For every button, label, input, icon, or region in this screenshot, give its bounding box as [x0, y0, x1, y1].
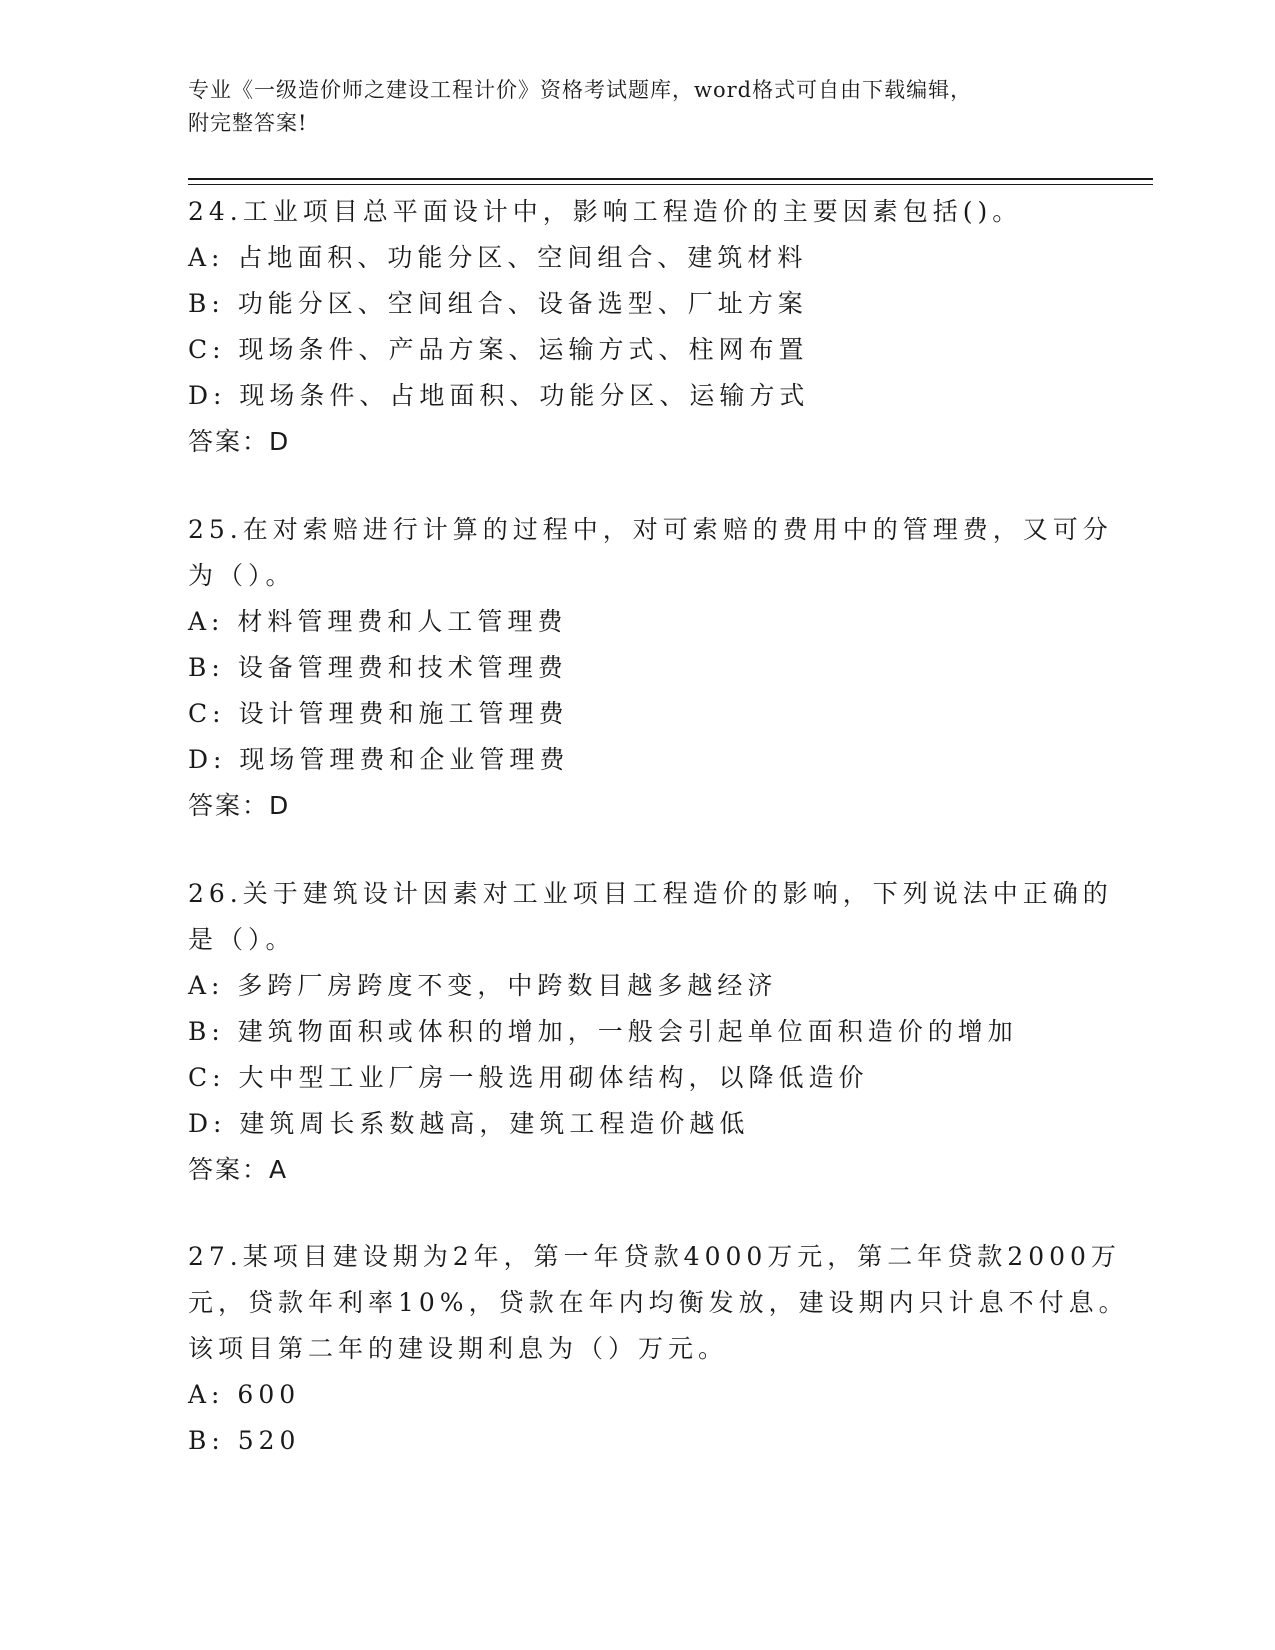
option-c: C: 设计管理费和施工管理费: [188, 699, 569, 728]
option-d: D: 建筑周长系数越高，建筑工程造价越低: [188, 1109, 750, 1138]
option-c: C: 大中型工业厂房一般选用砌体结构，以降低造价: [188, 1063, 869, 1092]
question-stem-line: 24.工业项目总平面设计中，影响工程造价的主要因素包括()。: [188, 197, 1023, 226]
question-26: [188, 871, 1113, 1193]
answer-line: 答案：D: [188, 427, 291, 456]
option-a: A: 600: [188, 1380, 301, 1409]
option-b: B: 建筑物面积或体积的增加，一般会引起单位面积造价的增加: [188, 1017, 1018, 1046]
header-line-2: 附完整答案!: [188, 111, 308, 135]
option-b: B: 功能分区、空间组合、设备选型、厂址方案: [188, 289, 808, 318]
header-divider-top: [188, 178, 1153, 180]
question-24: [188, 189, 1088, 465]
option-a: A: 占地面积、功能分区、空间组合、建筑材料: [188, 243, 808, 272]
question-stem-line: 元，贷款年利率10%，贷款在年内均衡发放，建设期内只计息不付息。: [188, 1288, 1129, 1317]
document-header: [188, 74, 1088, 140]
question-stem-line: 26.关于建筑设计因素对工业项目工程造价的影响，下列说法中正确的: [188, 879, 1113, 908]
option-c: C: 现场条件、产品方案、运输方式、柱网布置: [188, 335, 809, 364]
answer-line: 答案：D: [188, 791, 291, 820]
header-line-1: 专业《一级造价师之建设工程计价》资格考试题库，word格式可自由下载编辑，: [188, 78, 973, 102]
option-b: B: 520: [188, 1426, 301, 1455]
option-a: A: 多跨厂房跨度不变，中跨数目越多越经济: [188, 971, 778, 1000]
question-27: [188, 1234, 1129, 1464]
question-25: [188, 507, 1113, 829]
option-d: D: 现场条件、占地面积、功能分区、运输方式: [188, 381, 810, 410]
option-a: A: 材料管理费和人工管理费: [188, 607, 568, 636]
question-stem-line: 为（）。: [188, 561, 296, 590]
answer-line: 答案：A: [188, 1155, 289, 1184]
question-stem-line: 是（）。: [188, 925, 296, 954]
question-stem-line: 该项目第二年的建设期利息为（）万元。: [188, 1334, 729, 1363]
header-divider-bottom: [188, 184, 1153, 185]
option-b: B: 设备管理费和技术管理费: [188, 653, 568, 682]
option-d: D: 现场管理费和企业管理费: [188, 745, 570, 774]
question-stem-line: 25.在对索赔进行计算的过程中，对可索赔的费用中的管理费，又可分: [188, 515, 1113, 544]
question-stem-line: 27.某项目建设期为2年，第一年贷款4000万元，第二年贷款2000万: [188, 1242, 1121, 1271]
